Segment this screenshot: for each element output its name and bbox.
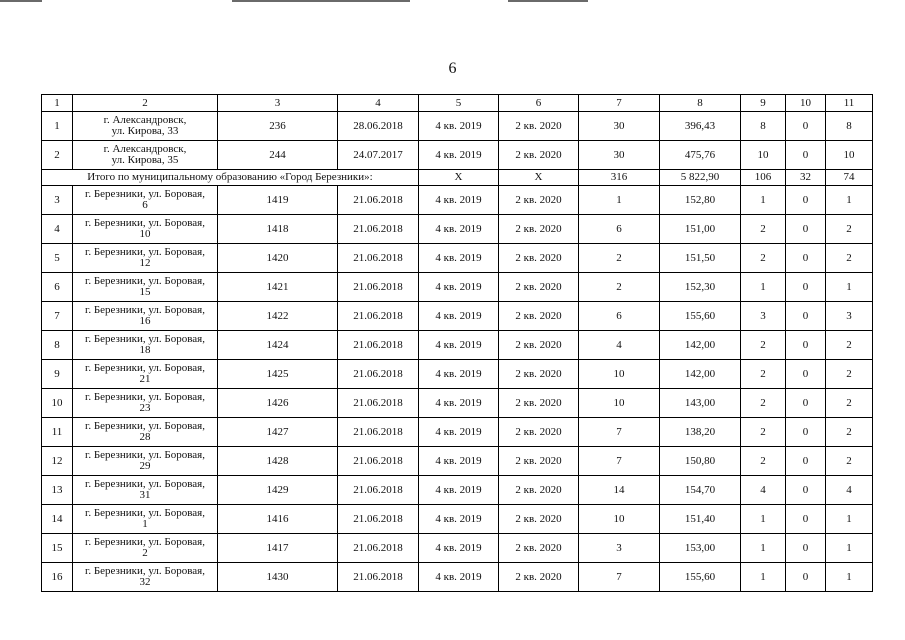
table-cell: 142,00 xyxy=(660,360,741,389)
address-cell xyxy=(73,505,218,534)
table-cell: 2 xyxy=(741,215,786,244)
address-line: г. Березники, ул. Боровая, xyxy=(85,188,205,200)
table-cell: 2 xyxy=(741,360,786,389)
row-number-cell: 16 xyxy=(42,563,73,592)
table-cell: 153,00 xyxy=(660,534,741,563)
address-line: г. Березники, ул. Боровая, xyxy=(85,217,205,229)
column-header: 3 xyxy=(218,95,338,112)
address-line: г. Березники, ул. Боровая, xyxy=(85,449,205,461)
table-cell: 2 xyxy=(741,244,786,273)
table-cell: 4 xyxy=(579,331,660,360)
address-cell xyxy=(73,186,218,215)
address-line: г. Березники, ул. Боровая, xyxy=(85,333,205,345)
row-number-cell: 8 xyxy=(42,331,73,360)
table-cell: 2 кв. 2020 xyxy=(499,563,579,592)
table-header-row xyxy=(42,95,873,112)
table-cell: 155,60 xyxy=(660,302,741,331)
address-line: г. Березники, ул. Боровая, xyxy=(85,507,205,519)
table-cell: 10 xyxy=(826,141,873,170)
table-cell: 21.06.2018 xyxy=(338,389,419,418)
table-cell: 0 xyxy=(786,534,826,563)
row-number-cell: 5 xyxy=(42,244,73,273)
table-cell: 1 xyxy=(826,186,873,215)
total-cell: 106 xyxy=(741,170,786,186)
address-line: 1 xyxy=(142,518,148,530)
table-cell: 138,20 xyxy=(660,418,741,447)
table-cell: 236 xyxy=(218,112,338,141)
table-row xyxy=(42,215,873,244)
table-cell: 21.06.2018 xyxy=(338,215,419,244)
table-cell: 2 xyxy=(741,447,786,476)
table-row xyxy=(42,141,873,170)
table-cell: 1418 xyxy=(218,215,338,244)
table-cell: 152,80 xyxy=(660,186,741,215)
table-cell: 1 xyxy=(826,505,873,534)
table-cell: 2 кв. 2020 xyxy=(499,418,579,447)
table-cell: 244 xyxy=(218,141,338,170)
address-line: г. Березники, ул. Боровая, xyxy=(85,420,205,432)
address-line: 10 xyxy=(139,228,151,240)
table-cell: 1428 xyxy=(218,447,338,476)
table-row xyxy=(42,447,873,476)
table-cell: 1416 xyxy=(218,505,338,534)
table-row xyxy=(42,505,873,534)
address-line: г. Березники, ул. Боровая, xyxy=(85,565,205,577)
address-line: г. Александровск, xyxy=(103,114,187,126)
address-line: 16 xyxy=(139,315,151,327)
address-line: г. Березники, ул. Боровая, xyxy=(85,478,205,490)
column-header: 8 xyxy=(660,95,741,112)
table-cell: 4 кв. 2019 xyxy=(419,331,499,360)
table-cell: 21.06.2018 xyxy=(338,505,419,534)
address-cell xyxy=(73,447,218,476)
table-cell: 142,00 xyxy=(660,331,741,360)
total-cell: 74 xyxy=(826,170,873,186)
address-cell xyxy=(73,273,218,302)
table-cell: 8 xyxy=(826,112,873,141)
table-cell: 2 xyxy=(826,360,873,389)
table-cell: 2 кв. 2020 xyxy=(499,141,579,170)
address-line: 21 xyxy=(139,373,151,385)
table-cell: 0 xyxy=(786,447,826,476)
table-row xyxy=(42,273,873,302)
table-cell: 2 xyxy=(741,418,786,447)
address-cell xyxy=(73,302,218,331)
row-number-cell: 2 xyxy=(42,141,73,170)
address-line: г. Березники, ул. Боровая, xyxy=(85,275,205,287)
row-number-cell: 12 xyxy=(42,447,73,476)
table-cell: 1421 xyxy=(218,273,338,302)
table-cell: 21.06.2018 xyxy=(338,186,419,215)
table-cell: 10 xyxy=(579,389,660,418)
total-cell: 5 822,90 xyxy=(660,170,741,186)
table-cell: 2 кв. 2020 xyxy=(499,505,579,534)
table-cell: 1 xyxy=(579,186,660,215)
table-cell: 4 кв. 2019 xyxy=(419,389,499,418)
address-cell xyxy=(73,215,218,244)
total-label: Итого по муниципальному образованию «Город Березники»: xyxy=(42,170,419,186)
table-cell: 21.06.2018 xyxy=(338,244,419,273)
table-cell: 1425 xyxy=(218,360,338,389)
table-cell: 2 кв. 2020 xyxy=(499,360,579,389)
table-cell: 151,00 xyxy=(660,215,741,244)
table-cell: 1424 xyxy=(218,331,338,360)
row-number-cell: 4 xyxy=(42,215,73,244)
table-cell: 21.06.2018 xyxy=(338,534,419,563)
table-cell: 1 xyxy=(826,273,873,302)
table-cell: 8 xyxy=(741,112,786,141)
table-cell: 0 xyxy=(786,215,826,244)
scan-edge-mark xyxy=(232,0,410,2)
table-cell: 2 кв. 2020 xyxy=(499,476,579,505)
table-cell: 4 кв. 2019 xyxy=(419,244,499,273)
table-cell: 4 кв. 2019 xyxy=(419,563,499,592)
row-number-cell: 7 xyxy=(42,302,73,331)
table-cell: 151,50 xyxy=(660,244,741,273)
total-cell: Х xyxy=(499,170,579,186)
table-cell: 154,70 xyxy=(660,476,741,505)
table-cell: 0 xyxy=(786,244,826,273)
table-cell: 1430 xyxy=(218,563,338,592)
table-cell: 0 xyxy=(786,418,826,447)
column-header: 9 xyxy=(741,95,786,112)
address-line: 23 xyxy=(139,402,151,414)
total-cell: 316 xyxy=(579,170,660,186)
row-number-cell: 10 xyxy=(42,389,73,418)
table-cell: 21.06.2018 xyxy=(338,302,419,331)
address-line: г. Александровск, xyxy=(103,143,187,155)
table-cell: 1 xyxy=(741,273,786,302)
row-number-cell: 15 xyxy=(42,534,73,563)
address-line: 31 xyxy=(139,489,151,501)
table-cell: 2 xyxy=(826,447,873,476)
table-cell: 4 кв. 2019 xyxy=(419,418,499,447)
table-cell: 0 xyxy=(786,505,826,534)
address-cell xyxy=(73,141,218,170)
table-cell: 4 кв. 2019 xyxy=(419,476,499,505)
column-header: 7 xyxy=(579,95,660,112)
table-cell: 4 кв. 2019 xyxy=(419,534,499,563)
table-cell: 2 xyxy=(741,331,786,360)
table-cell: 150,80 xyxy=(660,447,741,476)
table-cell: 6 xyxy=(579,302,660,331)
table-cell: 4 кв. 2019 xyxy=(419,186,499,215)
table-cell: 0 xyxy=(786,141,826,170)
address-cell xyxy=(73,244,218,273)
address-line: г. Березники, ул. Боровая, xyxy=(85,304,205,316)
address-line: 18 xyxy=(139,344,151,356)
table-cell: 2 кв. 2020 xyxy=(499,244,579,273)
address-cell xyxy=(73,418,218,447)
table-cell: 1 xyxy=(741,534,786,563)
table-cell: 10 xyxy=(741,141,786,170)
table-cell: 0 xyxy=(786,112,826,141)
table-cell: 1427 xyxy=(218,418,338,447)
address-cell xyxy=(73,389,218,418)
column-header: 2 xyxy=(73,95,218,112)
address-line: 29 xyxy=(139,460,151,472)
table-row xyxy=(42,302,873,331)
table-cell: 475,76 xyxy=(660,141,741,170)
register-table xyxy=(41,94,873,592)
address-line: 2 xyxy=(142,547,148,559)
table-cell: 1420 xyxy=(218,244,338,273)
table-cell: 2 xyxy=(826,331,873,360)
table-cell: 143,00 xyxy=(660,389,741,418)
table-cell: 2 кв. 2020 xyxy=(499,186,579,215)
address-line: г. Березники, ул. Боровая, xyxy=(85,246,205,258)
address-cell xyxy=(73,331,218,360)
address-line: ул. Кирова, 33 xyxy=(111,125,179,137)
table-cell: 21.06.2018 xyxy=(338,360,419,389)
column-header: 4 xyxy=(338,95,419,112)
table-cell: 21.06.2018 xyxy=(338,418,419,447)
address-line: 32 xyxy=(139,576,151,588)
table-cell: 30 xyxy=(579,141,660,170)
table-row xyxy=(42,331,873,360)
table-cell: 2 кв. 2020 xyxy=(499,302,579,331)
address-line: 6 xyxy=(142,199,148,211)
table-cell: 2 xyxy=(579,244,660,273)
total-cell: 32 xyxy=(786,170,826,186)
table-cell: 21.06.2018 xyxy=(338,273,419,302)
column-header: 5 xyxy=(419,95,499,112)
table-cell: 0 xyxy=(786,302,826,331)
address-line: 15 xyxy=(139,286,151,298)
table-cell: 4 кв. 2019 xyxy=(419,215,499,244)
address-cell xyxy=(73,360,218,389)
table-cell: 1429 xyxy=(218,476,338,505)
table-cell: 10 xyxy=(579,360,660,389)
address-line: ул. Кирова, 35 xyxy=(111,154,179,166)
table-row xyxy=(42,476,873,505)
table-cell: 3 xyxy=(826,302,873,331)
table-cell: 4 xyxy=(826,476,873,505)
row-number-cell: 9 xyxy=(42,360,73,389)
table-cell: 0 xyxy=(786,389,826,418)
table-cell: 2 xyxy=(826,244,873,273)
address-cell xyxy=(73,563,218,592)
table-cell: 2 кв. 2020 xyxy=(499,273,579,302)
address-cell xyxy=(73,476,218,505)
table-cell: 4 кв. 2019 xyxy=(419,360,499,389)
table-cell: 1422 xyxy=(218,302,338,331)
table-cell: 2 кв. 2020 xyxy=(499,447,579,476)
table-cell: 4 кв. 2019 xyxy=(419,273,499,302)
table-cell: 2 кв. 2020 xyxy=(499,389,579,418)
table-row xyxy=(42,186,873,215)
column-header: 1 xyxy=(42,95,73,112)
row-number-cell: 14 xyxy=(42,505,73,534)
table-cell: 1 xyxy=(826,563,873,592)
table-cell: 396,43 xyxy=(660,112,741,141)
table-cell: 2 xyxy=(579,273,660,302)
table-cell: 3 xyxy=(741,302,786,331)
table-cell: 152,30 xyxy=(660,273,741,302)
table-cell: 30 xyxy=(579,112,660,141)
table-cell: 21.06.2018 xyxy=(338,331,419,360)
table-cell: 2 xyxy=(826,389,873,418)
scan-edge-mark xyxy=(508,0,588,2)
table-cell: 4 xyxy=(741,476,786,505)
row-number-cell: 1 xyxy=(42,112,73,141)
table-cell: 0 xyxy=(786,360,826,389)
table-cell: 28.06.2018 xyxy=(338,112,419,141)
table-cell: 2 кв. 2020 xyxy=(499,112,579,141)
table-cell: 1417 xyxy=(218,534,338,563)
table-cell: 1 xyxy=(741,186,786,215)
table-cell: 155,60 xyxy=(660,563,741,592)
address-cell xyxy=(73,112,218,141)
table-cell: 2 xyxy=(741,389,786,418)
table-row xyxy=(42,244,873,273)
address-line: 28 xyxy=(139,431,151,443)
table-cell: 2 кв. 2020 xyxy=(499,331,579,360)
table-cell: 4 кв. 2019 xyxy=(419,505,499,534)
table-row xyxy=(42,360,873,389)
row-number-cell: 3 xyxy=(42,186,73,215)
table-cell: 0 xyxy=(786,563,826,592)
table-cell: 7 xyxy=(579,563,660,592)
table-row xyxy=(42,389,873,418)
table-cell: 14 xyxy=(579,476,660,505)
table-cell: 0 xyxy=(786,476,826,505)
row-number-cell: 13 xyxy=(42,476,73,505)
table-cell: 2 xyxy=(826,215,873,244)
table-cell: 21.06.2018 xyxy=(338,476,419,505)
table-cell: 0 xyxy=(786,273,826,302)
table-cell: 4 кв. 2019 xyxy=(419,447,499,476)
total-row xyxy=(42,170,873,186)
table-cell: 4 кв. 2019 xyxy=(419,141,499,170)
table-cell: 2 кв. 2020 xyxy=(499,215,579,244)
row-number-cell: 6 xyxy=(42,273,73,302)
table-cell: 4 кв. 2019 xyxy=(419,112,499,141)
column-header: 10 xyxy=(786,95,826,112)
column-header: 6 xyxy=(499,95,579,112)
table-body xyxy=(42,95,873,592)
page-number: 6 xyxy=(448,60,457,77)
table-cell: 1419 xyxy=(218,186,338,215)
table-cell: 7 xyxy=(579,418,660,447)
table-cell: 24.07.2017 xyxy=(338,141,419,170)
table-cell: 2 кв. 2020 xyxy=(499,534,579,563)
table-cell: 7 xyxy=(579,447,660,476)
table-row xyxy=(42,563,873,592)
table-cell: 151,40 xyxy=(660,505,741,534)
address-line: г. Березники, ул. Боровая, xyxy=(85,391,205,403)
table-cell: 1 xyxy=(741,505,786,534)
table-cell: 2 xyxy=(826,418,873,447)
address-line: 12 xyxy=(139,257,151,269)
table-row xyxy=(42,534,873,563)
column-header: 11 xyxy=(826,95,873,112)
table-cell: 21.06.2018 xyxy=(338,563,419,592)
table-cell: 4 кв. 2019 xyxy=(419,302,499,331)
table-cell: 1 xyxy=(741,563,786,592)
table-cell: 0 xyxy=(786,186,826,215)
row-number-cell: 11 xyxy=(42,418,73,447)
table-cell: 21.06.2018 xyxy=(338,447,419,476)
total-cell: Х xyxy=(419,170,499,186)
scan-edge-mark xyxy=(0,0,42,2)
address-line: г. Березники, ул. Боровая, xyxy=(85,362,205,374)
table-cell: 1 xyxy=(826,534,873,563)
table-cell: 10 xyxy=(579,505,660,534)
address-cell xyxy=(73,534,218,563)
address-line: г. Березники, ул. Боровая, xyxy=(85,536,205,548)
table-cell: 6 xyxy=(579,215,660,244)
table-row xyxy=(42,112,873,141)
table-cell: 3 xyxy=(579,534,660,563)
table-row xyxy=(42,418,873,447)
table-cell: 1426 xyxy=(218,389,338,418)
table-cell: 0 xyxy=(786,331,826,360)
